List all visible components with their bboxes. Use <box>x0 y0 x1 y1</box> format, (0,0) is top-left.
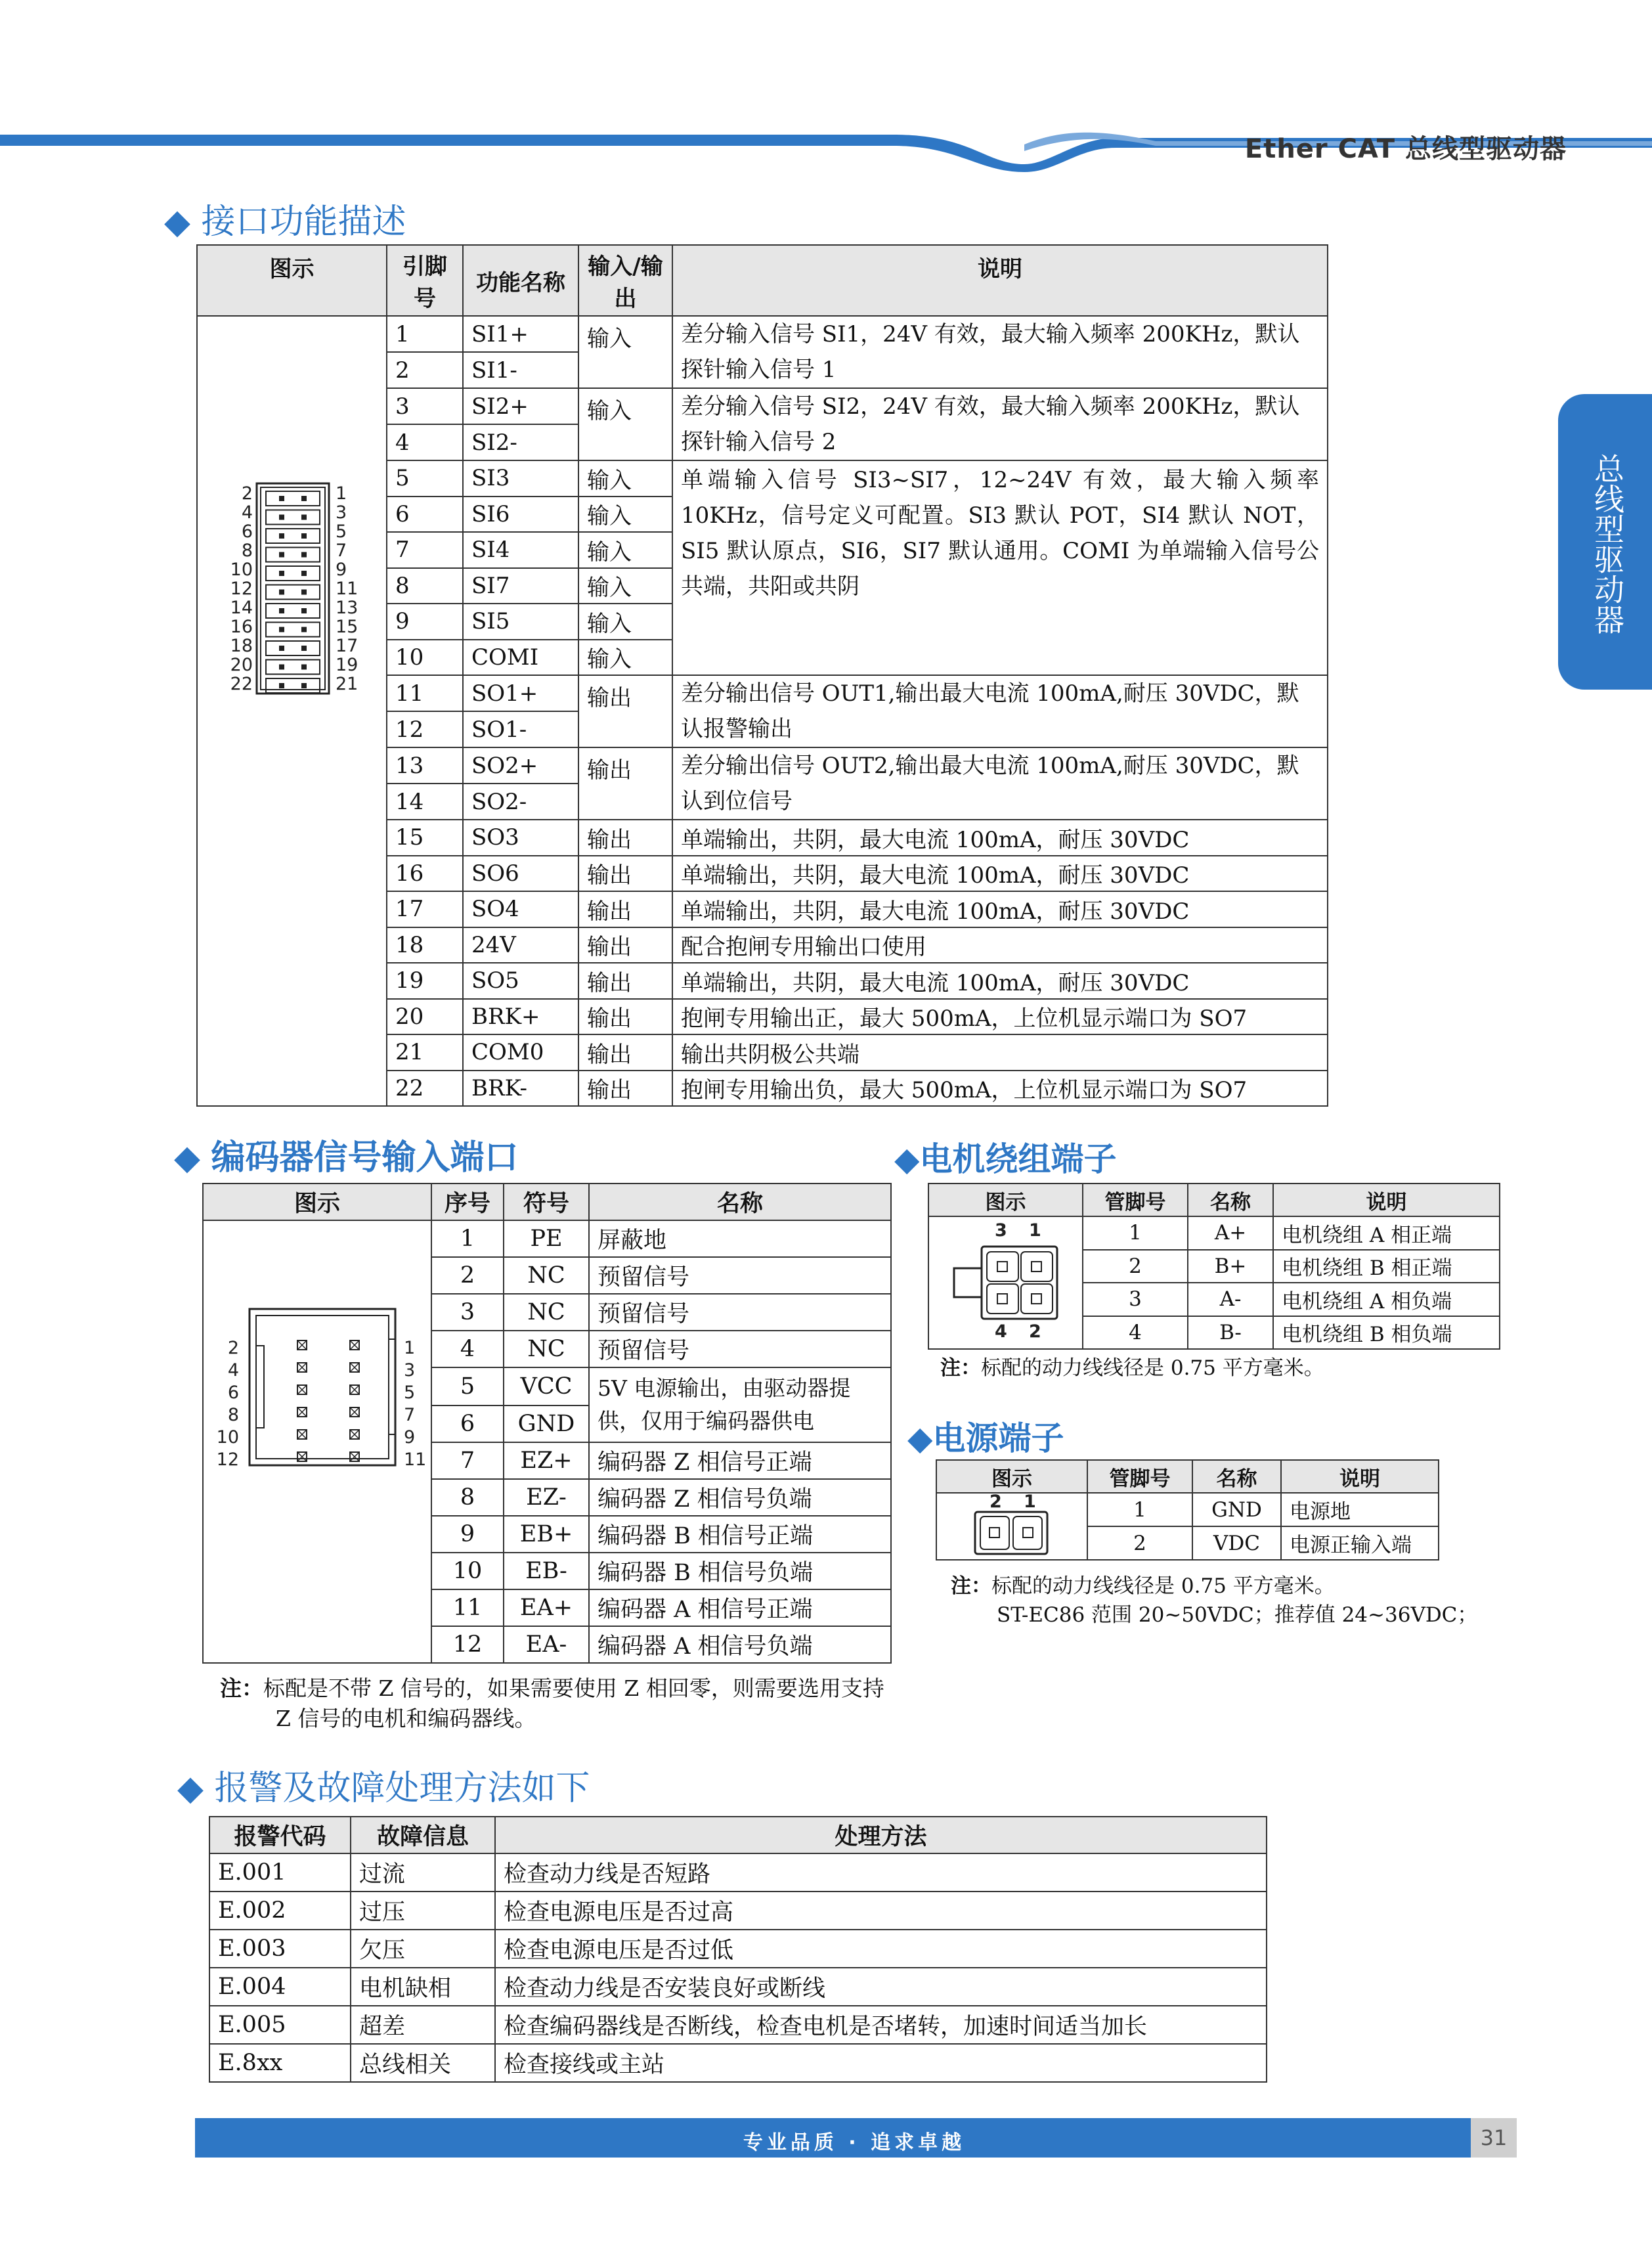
func-cell: SI6 <box>463 497 578 533</box>
sym-cell: EZ+ <box>504 1442 589 1479</box>
encoder-figure-cell <box>203 1220 431 1663</box>
pin-cell: 3 <box>1083 1283 1188 1316</box>
pin-cell: 2 <box>387 352 463 388</box>
name-cell: A- <box>1188 1283 1273 1316</box>
pin-row <box>266 566 320 581</box>
desc-cell: 电机绕组 B 相正端 <box>1273 1250 1500 1283</box>
func-cell: SI5 <box>463 604 578 640</box>
name-cell: 5V 电源输出，由驱动器提供，仅用于编码器供电 <box>589 1367 891 1442</box>
pin-dot <box>279 496 284 501</box>
pin-label: 4 <box>227 1360 239 1381</box>
name-cell: 编码器 B 相信号负端 <box>589 1553 891 1589</box>
pin-cross <box>350 1407 359 1417</box>
pin-label: 11 <box>336 579 359 599</box>
func-cell: SO5 <box>463 963 578 999</box>
name-cell: VDC <box>1192 1526 1281 1560</box>
diamond-icon: ◆ <box>894 1140 920 1178</box>
desc-cell: 电源正输入端 <box>1281 1526 1439 1560</box>
func-cell: SO4 <box>463 891 578 927</box>
th-sym: 符号 <box>504 1184 589 1220</box>
pin-row <box>266 678 320 693</box>
io-cell: 输出 <box>578 747 672 820</box>
desc-cell: 配合抱闸专用输出口使用 <box>672 927 1328 963</box>
io-cell: 输出 <box>578 963 672 999</box>
alarm-table <box>209 1816 1267 2083</box>
func-cell: COM0 <box>463 1034 578 1071</box>
method-cell: 检查电源电压是否过高 <box>495 1892 1267 1930</box>
pin-dot <box>279 665 284 670</box>
sym-cell: EA- <box>504 1626 589 1663</box>
pin-cell: 1 <box>387 316 463 352</box>
pin-cell: 13 <box>387 747 463 784</box>
th-name: 名称 <box>589 1184 891 1220</box>
pin-label: 3 <box>404 1360 416 1381</box>
io-cell: 输入 <box>578 316 672 388</box>
no-cell: 7 <box>431 1442 504 1479</box>
section-title-interface: ◆ 接口功能描述 <box>164 202 406 242</box>
pin-label: 10 <box>216 1427 239 1448</box>
page-number: 31 <box>1471 2118 1517 2158</box>
io-cell: 输出 <box>578 1071 672 1107</box>
th-func: 功能名称 <box>463 245 578 316</box>
power-figure-cell <box>936 1493 1087 1560</box>
pin-cell: 20 <box>387 999 463 1035</box>
func-cell: BRK- <box>463 1071 578 1107</box>
method-cell: 检查动力线是否短路 <box>495 1853 1267 1892</box>
desc-cell: 抱闸专用输出负，最大 500mA，上位机显示端口为 SO7 <box>672 1071 1328 1107</box>
pin-cell: 15 <box>387 820 463 856</box>
pin-cross <box>350 1452 359 1461</box>
th-method: 处理方法 <box>495 1817 1267 1853</box>
sym-cell: EZ- <box>504 1479 589 1516</box>
pin-row <box>266 548 320 562</box>
pin-dot <box>279 608 284 613</box>
desc-cell: 单端输出，共阴，最大电流 100mA，耐压 30VDC <box>672 963 1328 999</box>
pin-labels-right <box>336 483 362 692</box>
info-cell: 超差 <box>351 2006 495 2044</box>
pin-dot <box>279 571 284 576</box>
no-cell: 10 <box>431 1553 504 1589</box>
pin-label: 17 <box>336 636 359 656</box>
name-cell: B- <box>1188 1316 1273 1350</box>
pin-cell: 8 <box>387 568 463 604</box>
pin-label: 2 <box>227 1338 239 1358</box>
pin-label: 11 <box>404 1450 427 1470</box>
pin-label: 12 <box>230 579 253 599</box>
pin-cell: 18 <box>387 927 463 963</box>
side-tab <box>1558 394 1652 690</box>
pin-cross <box>350 1363 359 1372</box>
desc-cell: 电机绕组 B 相负端 <box>1273 1316 1500 1350</box>
name-cell: 编码器 A 相信号正端 <box>589 1589 891 1626</box>
desc-cell: 电源地 <box>1281 1493 1439 1526</box>
pin-dot <box>301 571 307 576</box>
pin-row <box>266 510 320 525</box>
pin-cross <box>297 1340 307 1350</box>
pin-row <box>266 529 320 543</box>
th-desc: 说明 <box>1281 1460 1439 1493</box>
pin-cross <box>297 1363 307 1372</box>
pin-dot <box>279 646 284 651</box>
no-cell: 8 <box>431 1479 504 1516</box>
pin-cell: 17 <box>387 891 463 927</box>
pin-label: 2 <box>241 483 253 504</box>
sym-cell: NC <box>504 1331 589 1367</box>
code-cell: E.002 <box>209 1892 351 1930</box>
name-cell: 编码器 Z 相信号正端 <box>589 1442 891 1479</box>
pin-dot <box>279 627 284 632</box>
pin-dot <box>301 646 307 651</box>
sym-cell: PE <box>504 1220 589 1257</box>
side-tab-label: 总线型驱动器 <box>1590 453 1625 634</box>
power-connector-icon <box>937 1494 1087 1559</box>
desc-cell: 差分输出信号 OUT1,输出最大电流 100mA,耐压 30VDC，默认报警输出 <box>672 675 1328 747</box>
footer-slogan: 专业品质 · 追求卓越 <box>743 2131 966 2154</box>
func-cell: 24V <box>463 927 578 963</box>
motor-fig-label: 1 <box>1029 1220 1041 1241</box>
pin-cell: 2 <box>1087 1526 1192 1560</box>
desc-cell: 单端输入信号 SI3~SI7，12~24V 有效，最大输入频率 10KHz，信号定义可配置。SI3 默认 POT，SI4 默认 NOT，SI5 默认原点，SI6，SI7 默认通用。COMI 为单端输入信号公共端，共阳或共阴 <box>672 460 1328 675</box>
code-cell: E.8xx <box>209 2044 351 2082</box>
name-cell: 预留信号 <box>589 1331 891 1367</box>
pin-cross <box>297 1452 307 1461</box>
func-cell: SO3 <box>463 820 578 856</box>
pin-dot <box>301 533 307 539</box>
no-cell: 6 <box>431 1406 504 1442</box>
th-desc: 说明 <box>672 245 1328 316</box>
func-cell: SI1- <box>463 352 578 388</box>
pin-cell: 4 <box>1083 1316 1188 1350</box>
pin-cross <box>297 1430 307 1439</box>
th-figure: 图示 <box>928 1184 1083 1216</box>
pin-cell: 10 <box>387 640 463 676</box>
method-cell: 检查编码器线是否断线，检查电机是否堵转，加速时间适当加长 <box>495 2006 1267 2044</box>
func-cell: SI2+ <box>463 388 578 424</box>
io-cell: 输入 <box>578 532 672 568</box>
method-cell: 检查动力线是否安装良好或断线 <box>495 1968 1267 2006</box>
method-cell: 检查电源电压是否过低 <box>495 1930 1267 1968</box>
pin-label: 4 <box>241 502 253 523</box>
pin-cell: 1 <box>1087 1493 1192 1526</box>
io-cell: 输出 <box>578 999 672 1035</box>
power-note: 注：标配的动力线线径是 0.75 平方毫米。 ST-EC86 范围 20~50VDC；推荐值 24~36VDC； <box>951 1574 1478 1627</box>
pin-cell: 4 <box>387 424 463 460</box>
th-figure: 图示 <box>936 1460 1087 1493</box>
th-code: 报警代码 <box>209 1817 351 1853</box>
io-cell: 输入 <box>578 568 672 604</box>
pin-label: 5 <box>336 521 347 542</box>
func-cell: SI4 <box>463 532 578 568</box>
pin-label: 9 <box>404 1427 416 1448</box>
code-cell: E.004 <box>209 1968 351 2006</box>
footer-bar <box>195 2118 1513 2158</box>
io-cell: 输出 <box>578 927 672 963</box>
th-name: 名称 <box>1188 1184 1273 1216</box>
pin-dot <box>301 665 307 670</box>
section-title-motor: ◆电机绕组端子 <box>894 1140 1117 1178</box>
pin-label: 7 <box>404 1405 416 1425</box>
pin-row <box>266 491 320 506</box>
pin-label: 13 <box>336 598 359 618</box>
io-cell: 输入 <box>578 604 672 640</box>
pin-label: 22 <box>230 674 253 694</box>
pin-dot <box>301 496 307 501</box>
pin-row <box>266 641 320 655</box>
th-io: 输入/输出 <box>578 245 672 316</box>
func-cell: SO1+ <box>463 675 578 711</box>
io-cell: 输出 <box>578 856 672 892</box>
no-cell: 9 <box>431 1516 504 1553</box>
no-cell: 4 <box>431 1331 504 1367</box>
pin-cross <box>297 1385 307 1394</box>
func-cell: SI3 <box>463 460 578 497</box>
func-cell: SO6 <box>463 856 578 892</box>
pin-label: 19 <box>336 655 359 675</box>
pin-labels-left <box>229 483 253 692</box>
motor-figure-cell <box>928 1216 1083 1349</box>
pin-labels-left <box>213 1337 239 1471</box>
func-cell: SI1+ <box>463 316 578 352</box>
pin-row <box>266 623 320 637</box>
func-cell: BRK+ <box>463 999 578 1035</box>
sym-cell: NC <box>504 1257 589 1294</box>
pin-dot <box>301 590 307 595</box>
th-pin: 管脚号 <box>1087 1460 1192 1493</box>
pin-dot <box>301 552 307 558</box>
connector-22pin-icon <box>198 317 387 1105</box>
desc-cell: 差分输入信号 SI2，24V 有效，最大输入频率 200KHz，默认探针输入信号 2 <box>672 388 1328 460</box>
pin-label: 9 <box>336 560 347 580</box>
diamond-icon: ◆ <box>177 1769 204 1808</box>
pin-dot <box>301 608 307 613</box>
func-cell: SO2+ <box>463 747 578 784</box>
io-cell: 输入 <box>578 640 672 676</box>
connector-figure-cell <box>197 316 387 1106</box>
encoder-note: 注：标配是不带 Z 信号的，如果需要使用 Z 相回零，则需要选用支持 Z 信号的电机和编码器线。 <box>220 1675 884 1731</box>
code-cell: E.001 <box>209 1853 351 1892</box>
pin-labels-right <box>404 1337 430 1471</box>
pin-label: 21 <box>336 674 359 694</box>
pin-row <box>266 604 320 618</box>
desc-cell: 单端输出，共阴，最大电流 100mA，耐压 30VDC <box>672 856 1328 892</box>
pin-label: 10 <box>230 560 253 580</box>
desc-cell: 单端输出，共阴，最大电流 100mA，耐压 30VDC <box>672 820 1328 856</box>
interface-table <box>196 244 1328 1107</box>
pin-dot <box>279 590 284 595</box>
no-cell: 12 <box>431 1626 504 1663</box>
pin-cross <box>350 1340 359 1350</box>
header-title: Ether CAT 总线型驱动器 <box>1244 134 1567 164</box>
pin-label: 6 <box>227 1383 239 1403</box>
pin-cell: 12 <box>387 711 463 747</box>
no-cell: 11 <box>431 1589 504 1626</box>
sym-cell: EA+ <box>504 1589 589 1626</box>
method-cell: 检查接线或主站 <box>495 2044 1267 2082</box>
pin-label: 8 <box>227 1405 239 1425</box>
desc-cell: 输出共阴极公共端 <box>672 1034 1328 1071</box>
pin-cell: 11 <box>387 675 463 711</box>
no-cell: 3 <box>431 1294 504 1331</box>
sym-cell: VCC <box>504 1367 589 1406</box>
motor-fig-label: 2 <box>1029 1321 1041 1342</box>
name-cell: 预留信号 <box>589 1257 891 1294</box>
pin-dot <box>279 552 284 558</box>
pin-label: 3 <box>336 502 347 523</box>
pin-cell: 21 <box>387 1034 463 1071</box>
io-cell: 输入 <box>578 460 672 497</box>
pin-dot <box>279 533 284 539</box>
pin-cell: 9 <box>387 604 463 640</box>
pin-label: 8 <box>241 541 253 561</box>
io-cell: 输出 <box>578 675 672 747</box>
th-pin: 管脚号 <box>1083 1184 1188 1216</box>
pin-label: 12 <box>216 1450 239 1470</box>
th-pin: 引脚号 <box>387 245 463 316</box>
name-cell: 编码器 Z 相信号负端 <box>589 1479 891 1516</box>
diamond-icon: ◆ <box>174 1138 200 1178</box>
pin-label: 18 <box>230 636 253 656</box>
desc-cell: 电机绕组 A 相负端 <box>1273 1283 1500 1316</box>
pin-cross <box>297 1407 307 1417</box>
sym-cell: GND <box>504 1406 589 1442</box>
power-table <box>936 1459 1439 1561</box>
func-cell: SO1- <box>463 711 578 747</box>
pin-cell: 5 <box>387 460 463 497</box>
info-cell: 欠压 <box>351 1930 495 1968</box>
diamond-icon: ◆ <box>164 202 190 242</box>
pin-cross <box>350 1430 359 1439</box>
pin-dot <box>279 683 284 688</box>
pin-cross <box>350 1385 359 1394</box>
no-cell: 5 <box>431 1367 504 1406</box>
pin-cell: 7 <box>387 532 463 568</box>
pin-label: 14 <box>230 598 253 618</box>
io-cell: 输出 <box>578 1034 672 1071</box>
pin-cell: 16 <box>387 856 463 892</box>
no-cell: 1 <box>431 1220 504 1257</box>
sym-cell: NC <box>504 1294 589 1331</box>
motor-table <box>928 1183 1500 1350</box>
name-cell: 屏蔽地 <box>589 1220 891 1257</box>
code-cell: E.003 <box>209 1930 351 1968</box>
name-cell: 预留信号 <box>589 1294 891 1331</box>
pin-label: 5 <box>404 1383 416 1403</box>
io-cell: 输入 <box>578 497 672 533</box>
info-cell: 过压 <box>351 1892 495 1930</box>
func-cell: SI7 <box>463 568 578 604</box>
section-title-alarm: ◆ 报警及故障处理方法如下 <box>177 1769 590 1808</box>
func-cell: COMI <box>463 640 578 676</box>
pin-label: 20 <box>230 655 253 675</box>
th-desc: 说明 <box>1273 1184 1500 1216</box>
pin-label: 1 <box>336 483 347 504</box>
info-cell: 过流 <box>351 1853 495 1892</box>
pin-cell: 19 <box>387 963 463 999</box>
pin-dot <box>301 627 307 632</box>
section-title-power: ◆电源端子 <box>907 1419 1064 1457</box>
power-fig-label: 2 <box>989 1493 1002 1512</box>
section-title-encoder: ◆ 编码器信号输入端口 <box>174 1138 519 1178</box>
pin-row <box>266 585 320 600</box>
th-figure: 图示 <box>197 245 387 316</box>
pin-label: 6 <box>241 521 253 542</box>
pin-dot <box>279 515 284 520</box>
pin-label: 1 <box>404 1338 416 1358</box>
diamond-icon: ◆ <box>907 1419 933 1457</box>
desc-cell: 差分输出信号 OUT2,输出最大电流 100mA,耐压 30VDC，默认到位信号 <box>672 747 1328 820</box>
pin-dot <box>301 683 307 688</box>
name-cell: 编码器 B 相信号正端 <box>589 1516 891 1553</box>
motor-fig-label: 3 <box>995 1220 1007 1241</box>
pin-cell: 1 <box>1083 1216 1188 1250</box>
func-cell: SO2- <box>463 784 578 820</box>
th-no: 序号 <box>431 1184 504 1220</box>
desc-cell: 电机绕组 A 相正端 <box>1273 1216 1500 1250</box>
pin-label: 7 <box>336 541 347 561</box>
motor-note: 注：标配的动力线线径是 0.75 平方毫米。 <box>940 1356 1324 1380</box>
io-cell: 输出 <box>578 891 672 927</box>
name-cell: 编码器 A 相信号负端 <box>589 1626 891 1663</box>
pin-dot <box>301 515 307 520</box>
name-cell: A+ <box>1188 1216 1273 1250</box>
func-cell: SI2- <box>463 424 578 460</box>
sym-cell: EB- <box>504 1553 589 1589</box>
motor-fig-label: 4 <box>995 1321 1007 1342</box>
pin-cell: 22 <box>387 1071 463 1107</box>
encoder-table <box>202 1183 892 1664</box>
power-fig-label: 1 <box>1024 1493 1036 1512</box>
pin-cell: 3 <box>387 388 463 424</box>
desc-cell: 抱闸专用输出正，最大 500mA，上位机显示端口为 SO7 <box>672 999 1328 1035</box>
th-figure: 图示 <box>203 1184 431 1220</box>
pin-label: 16 <box>230 617 253 637</box>
desc-cell: 单端输出，共阴，最大电流 100mA，耐压 30VDC <box>672 891 1328 927</box>
info-cell: 总线相关 <box>351 2044 495 2082</box>
pin-row <box>266 660 320 675</box>
name-cell: B+ <box>1188 1250 1273 1283</box>
sym-cell: EB+ <box>504 1516 589 1553</box>
name-cell: GND <box>1192 1493 1281 1526</box>
info-cell: 电机缺相 <box>351 1968 495 2006</box>
th-info: 故障信息 <box>351 1817 495 1853</box>
pin-cell: 14 <box>387 784 463 820</box>
io-cell: 输出 <box>578 820 672 856</box>
io-cell: 输入 <box>578 388 672 460</box>
no-cell: 2 <box>431 1257 504 1294</box>
th-name: 名称 <box>1192 1460 1281 1493</box>
pin-cell: 6 <box>387 497 463 533</box>
pin-cell: 2 <box>1083 1250 1188 1283</box>
code-cell: E.005 <box>209 2006 351 2044</box>
pin-label: 15 <box>336 617 359 637</box>
desc-cell: 差分输入信号 SI1，24V 有效，最大输入频率 200KHz，默认探针输入信号 1 <box>672 316 1328 388</box>
